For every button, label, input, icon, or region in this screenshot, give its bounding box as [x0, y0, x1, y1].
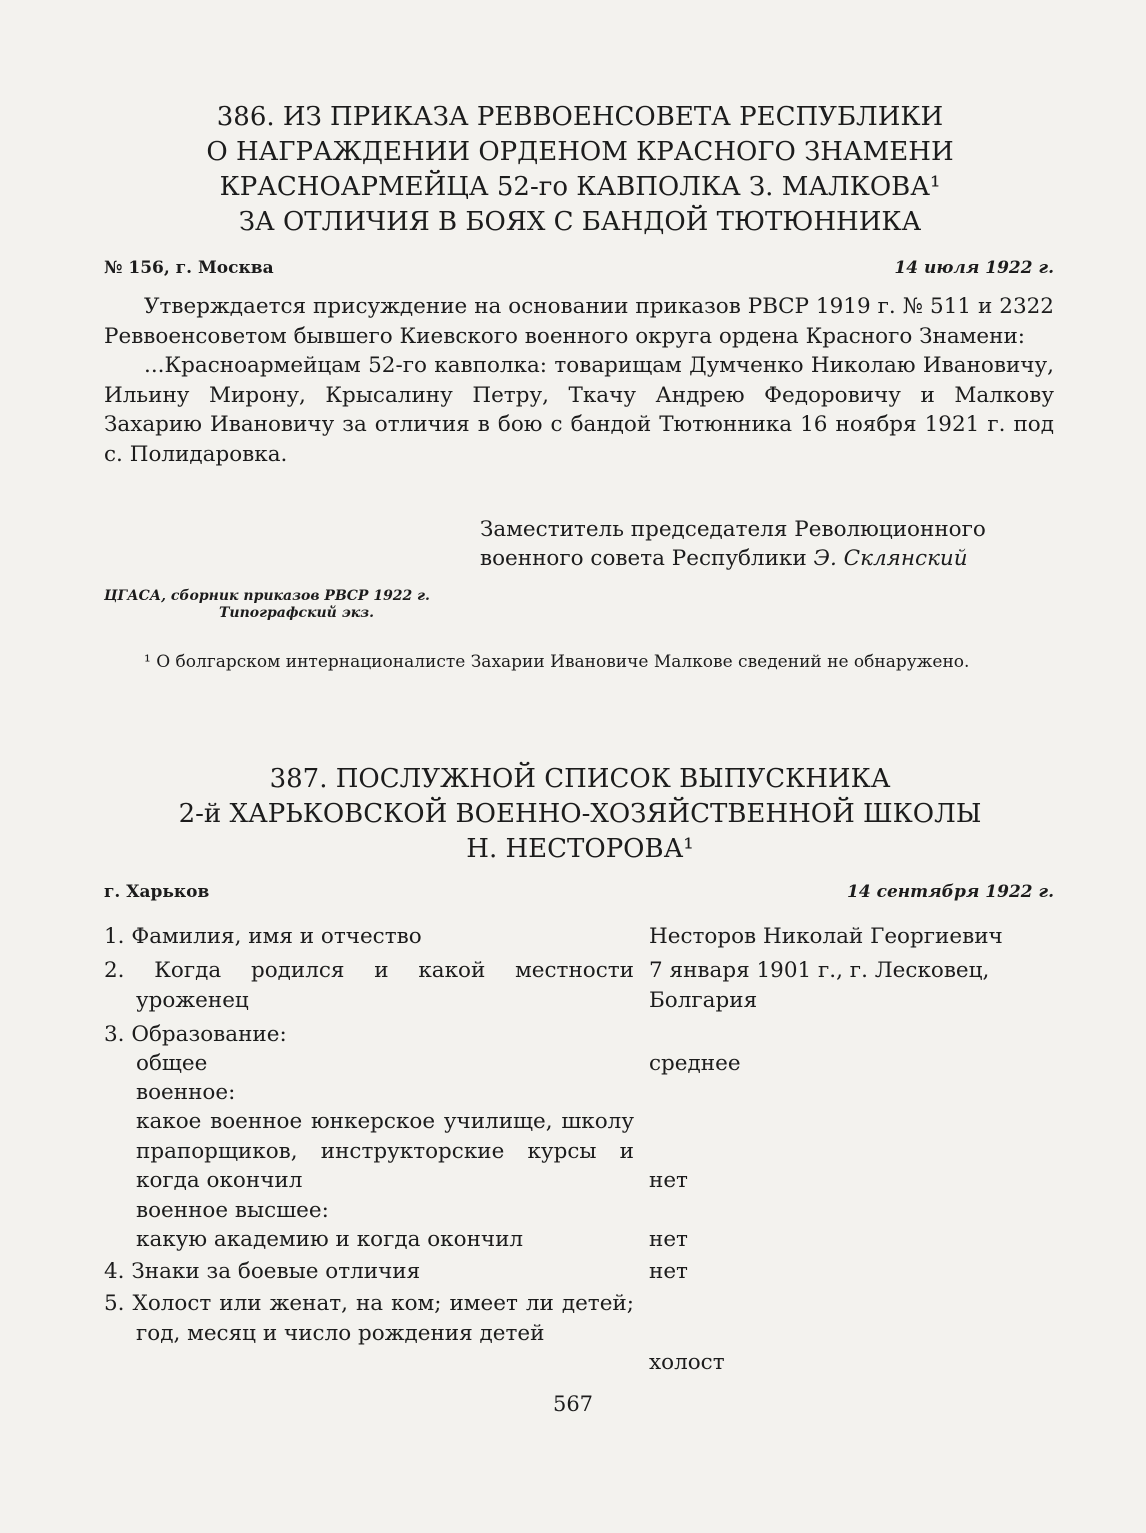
question-text: военное:: [136, 1080, 236, 1105]
doc386-paragraph: ...Красноармейцам 52-го кавполка: товарищам Думченко Николаю Ивановичу, Ильину Мирону, Крысалину Петру, Ткачу Андрею Федоровичу и Малкову Захарию Ивановичу за отличия в бою с бандой Тютюнника 16 ноября 1921 г. под с. Полидаровка.: [104, 353, 1054, 467]
signature-title-line: военного совета Республики: [480, 546, 807, 571]
answer-text: среднее: [649, 1051, 741, 1076]
doc386-body: [104, 292, 1054, 469]
question-text: военное высшее:: [136, 1198, 329, 1223]
list-item: [104, 1196, 1064, 1225]
question-text: общее: [136, 1051, 208, 1076]
doc387-heading-line: 387. ПОСЛУЖНОЙ СПИСОК ВЫПУСКНИКА: [269, 764, 891, 794]
doc386-heading-line: О НАГРАЖДЕНИИ ОРДЕНОМ КРАСНОГО ЗНАМЕНИ: [206, 137, 954, 167]
doc386-signature: [480, 515, 1060, 573]
doc386-footnote: ¹ О болгарском интернационалисте Захарии Ивановиче Малкове сведений не обнаружено.: [144, 652, 970, 672]
signature-title-line: Заместитель председателя Революционного: [480, 517, 986, 542]
doc387-heading: [100, 762, 1060, 867]
doc386-paragraph: Утверждается присуждение на основании приказов РВСР 1919 г. № 511 и 2322 Реввоенсоветом бывшего Киевского военного округа ордена Красного Знамени:: [104, 294, 1054, 349]
doc386-heading-line: 386. ИЗ ПРИКАЗА РЕВВОЕНСОВЕТА РЕСПУБЛИКИ: [216, 102, 944, 132]
answer-text: Несторов Николай Георгиевич: [649, 924, 1003, 949]
doc386-heading: [100, 100, 1060, 240]
question-text: какое военное юнкерское училище, школу прапорщиков, инструкторские курсы и когда окончил: [136, 1109, 634, 1193]
answer-text: нет: [649, 1227, 688, 1252]
list-item: [104, 1049, 1064, 1078]
doc386-heading-line: ЗА ОТЛИЧИЯ В БОЯХ С БАНДОЙ ТЮТЮННИКА: [238, 207, 922, 237]
list-item: [104, 1020, 1064, 1049]
list-item: [104, 1078, 1064, 1107]
doc387-date: 14 сентября 1922 г.: [847, 882, 1054, 902]
source-line: ЦГАСА, сборник приказов РВСР 1922 г.: [104, 588, 430, 604]
signature-name: Э. Склянский: [813, 546, 968, 571]
list-item: [104, 1289, 1064, 1378]
doc387-meta: [104, 882, 1054, 908]
answer-text: 7 января 1901 г., г. Лесковец, Болгария: [649, 958, 990, 1013]
question-text: 1. Фамилия, имя и отчество: [104, 924, 422, 949]
list-item: [104, 1257, 1064, 1286]
service-record-list: [104, 922, 1064, 1382]
list-item: [104, 922, 1064, 951]
page-number: 567: [552, 1392, 594, 1416]
question-text: 5. Холост или женат, на ком; имеет ли детей; год, месяц и число рождения детей: [104, 1291, 634, 1346]
doc387-place: г. Харьков: [104, 882, 210, 902]
doc386-number-place: № 156, г. Москва: [104, 258, 274, 278]
doc386-meta: [104, 258, 1054, 284]
question-text: 4. Знаки за боевые отличия: [104, 1259, 421, 1284]
question-text: какую академию и когда окончил: [136, 1227, 524, 1252]
answer-text: холост: [649, 1350, 725, 1375]
question-text: 3. Образование:: [104, 1022, 287, 1047]
list-item: [104, 956, 1064, 1015]
doc386-heading-line: КРАСНОАРМЕЙЦА 52-го КАВПОЛКА З. МАЛКОВА¹: [219, 172, 941, 202]
answer-text: нет: [649, 1259, 688, 1284]
doc387-heading-line: 2-й ХАРЬКОВСКОЙ ВОЕННО-ХОЗЯЙСТВЕННОЙ ШКОЛЫ: [178, 799, 982, 829]
list-item: [104, 1107, 1064, 1196]
list-item: [104, 1225, 1064, 1254]
doc386-source: [104, 588, 704, 622]
question-text: 2. Когда родился и какой местности уроженец: [104, 958, 634, 1013]
source-line: Типографский экз.: [219, 605, 375, 621]
doc387-heading-line: Н. НЕСТОРОВА¹: [466, 834, 694, 864]
doc386-date: 14 июля 1922 г.: [894, 258, 1054, 278]
answer-text: нет: [649, 1168, 688, 1193]
